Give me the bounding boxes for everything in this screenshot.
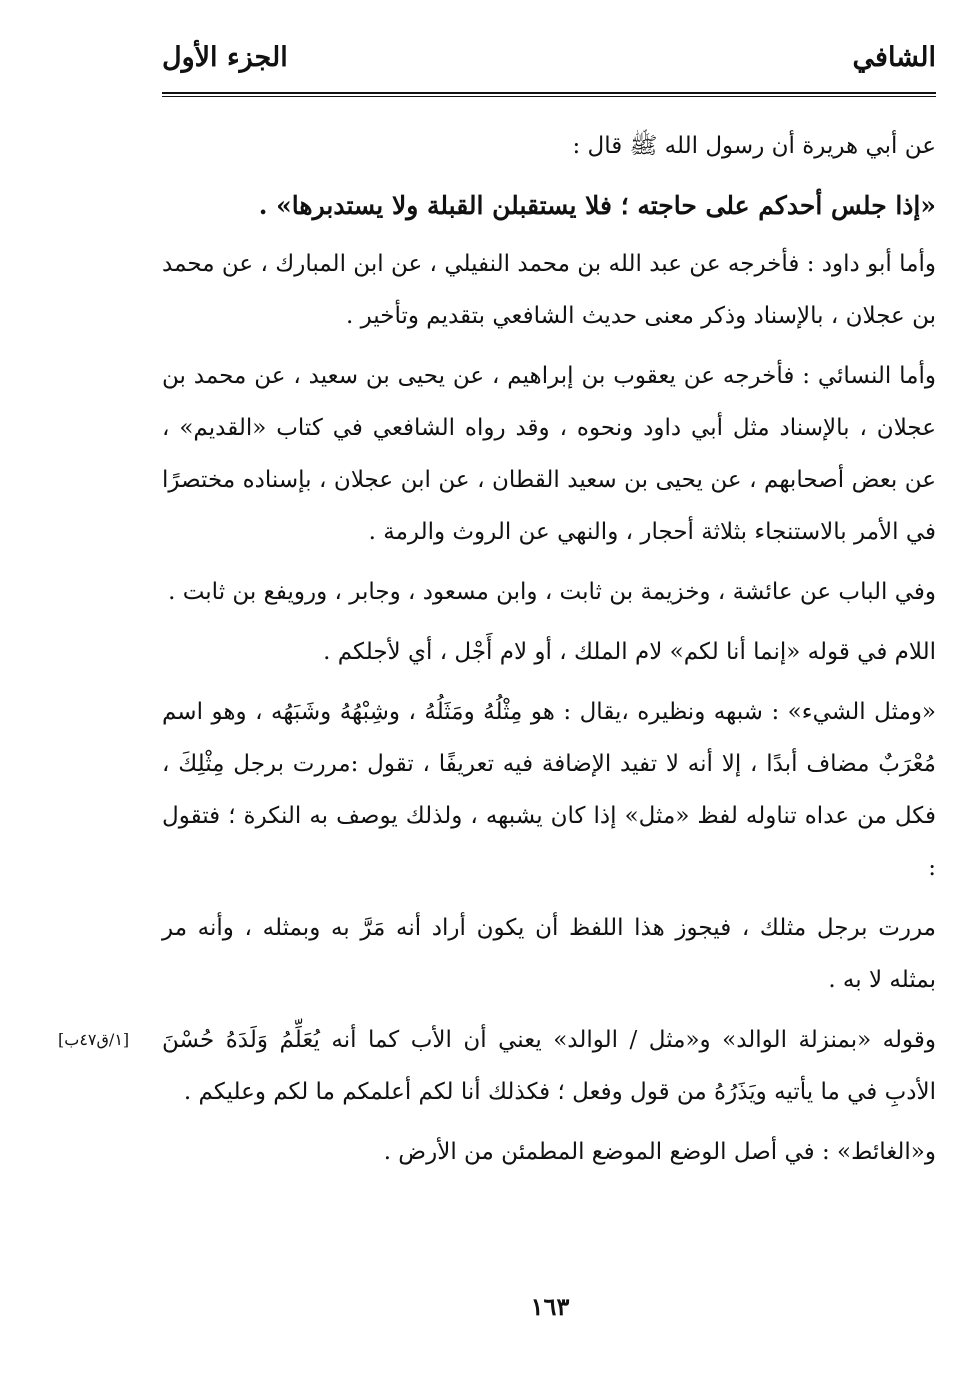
paragraph-ghaait: و«الغائط» : في أصل الوضع الموضع المطمئن من الأرض . (383, 1139, 936, 1165)
paragraph-lam: اللام في قوله «إنما أنا لكم» لام الملك ، أو لام أَجْل ، أي لأجلكم . (323, 639, 936, 665)
hadith-text: «إذا جلس أحدكم على حاجته ؛ فلا يستقبلن القبلة ولا يستدبرها» . (258, 191, 936, 220)
paragraph-marart: مررت برجل مثلك ، فيجوز هذا اللفظ أن يكون أراد أنه مَرَّ به وبمثله ، وأنه مر بمثله لا به . (162, 915, 936, 993)
paragraph-abu-dawud: وأما أبو داود : فأخرجه عن عبد الله بن محمد النفيلي ، عن ابن المبارك ، عن محمد بن عجلان ، بالإسناد وذكر معنى حديث الشافعي بتقديم وتأخير . (162, 251, 936, 329)
paragraph-walid: وقوله «بمنزلة الوالد» و«مثل / الوالد» يعني أن الأب كما أنه يُعَلِّمُ وَلَدَهُ حُسْنَ الأدبِ في ما يأتيه ويَذَرُهُ من قول وفعل ؛ فكذلك أنا لكم أعلمكم ما لكم وعليكم . (162, 1027, 936, 1105)
paragraph-isnad: عن أبي هريرة أن رسول الله ﷺ قال : (572, 133, 936, 159)
running-head (162, 42, 936, 86)
paragraph-mithl: «ومثل الشيء» : شبهه ونظيره ،يقال : هو مِثْلُهُ ومَثَلُهُ ، وشِبْهُهُ وشَبَهُه ، وهو اسم مُعْرَبٌ مضاف أبدًا ، إلا أنه لا تفيد الإضافة فيه تعريفًا ، تقول :مررت برجل مِثْلِكَ ، فكل من عداه تناوله لفظ «مثل» إذا كان يشبهه ، ولذلك يوصف به النكرة ؛ فتقول : (162, 699, 936, 881)
running-head-volume: الجزء الأول (162, 42, 288, 73)
body-text (162, 120, 936, 1186)
paragraph-nasai: وأما النسائي : فأخرجه عن يعقوب بن إبراهيم ، عن يحيى بن سعيد ، عن محمد بن عجلان ، بالإسناد مثل أبي داود ونحوه ، وقد رواه الشافعي في كتاب «القديم» ، عن بعض أصحابهم ، عن يحيى بن سعيد القطان ، عن ابن عجلان ، بإسناده مختصرًا في الأمر بالاستنجاء بثلاثة أحجار ، والنهي عن الروث والرمة . (162, 363, 936, 545)
paragraph-bab: وفي الباب عن عائشة ، وخزيمة بن ثابت ، وابن مسعود ، وجابر ، ورويفع بن ثابت . (168, 579, 936, 605)
manuscript-folio-marker: [١/ق٤٧ب] (58, 1030, 130, 1049)
header-rule-thin (162, 96, 936, 97)
header-rule (162, 92, 936, 94)
page-number: ١٦٣ (530, 1292, 570, 1321)
running-head-book-title: الشافي (852, 42, 936, 73)
